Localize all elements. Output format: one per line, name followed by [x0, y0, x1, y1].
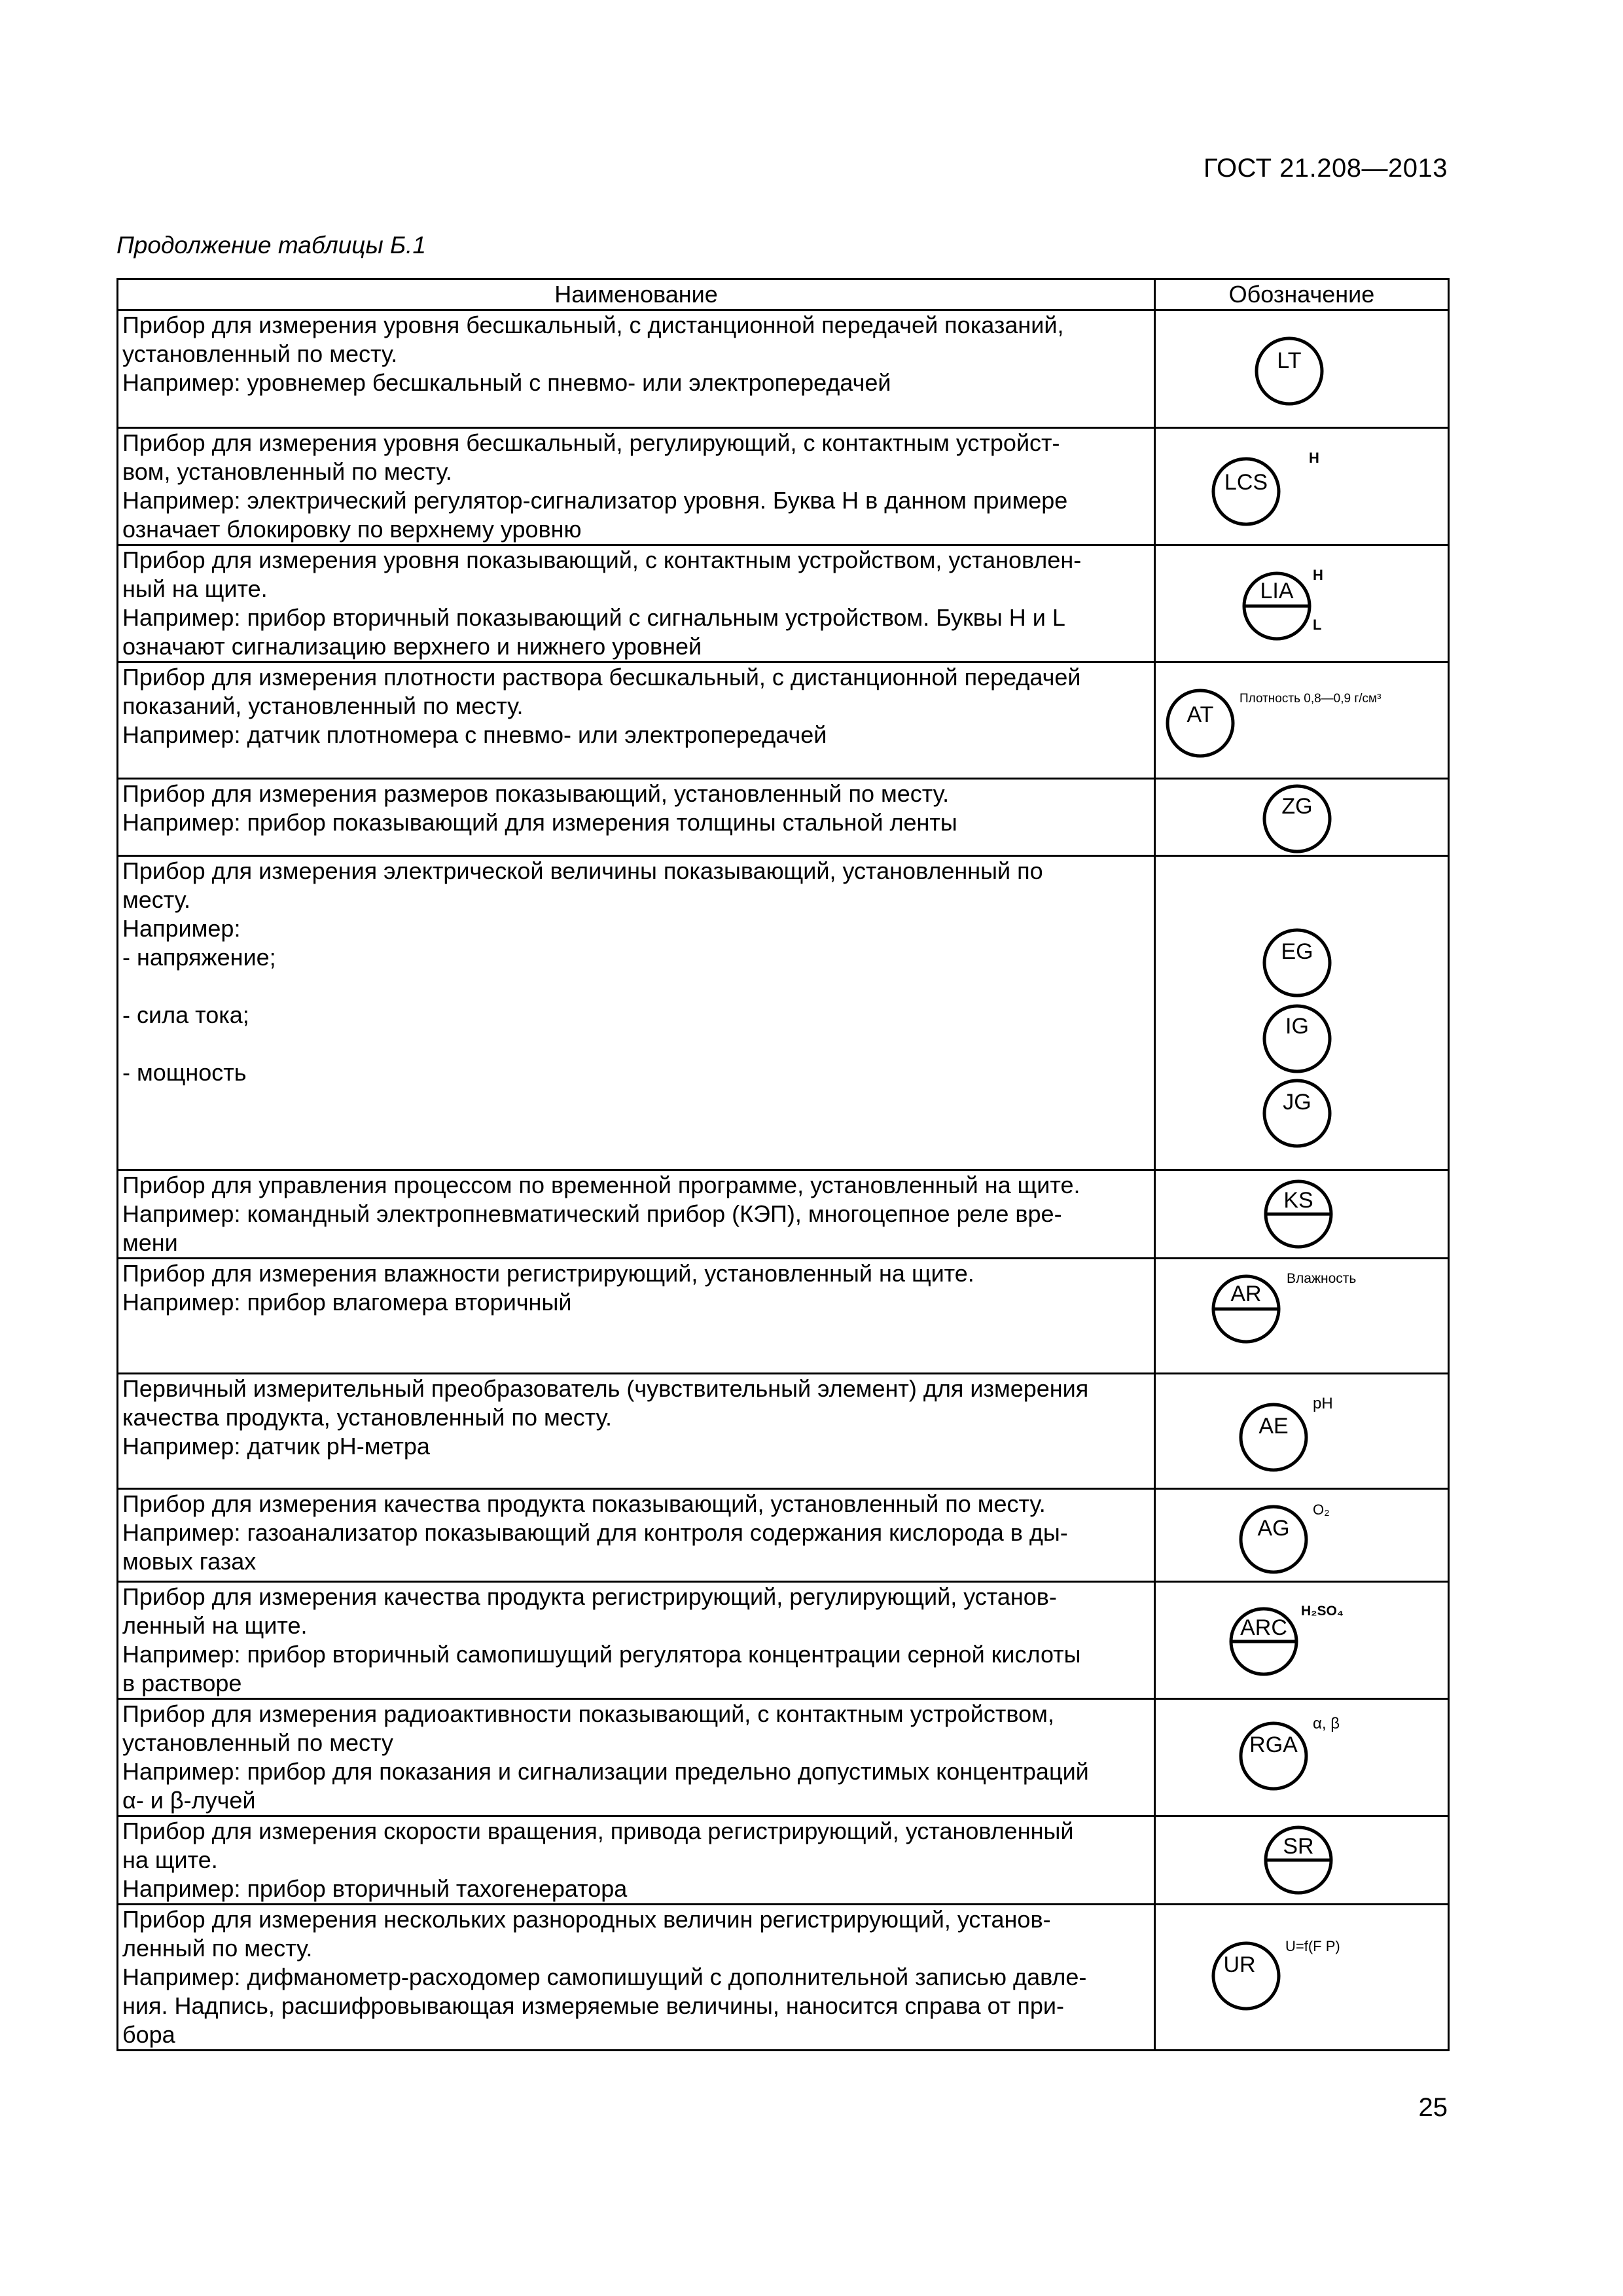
symbol-code: UR	[1223, 1952, 1256, 1977]
symbol-code: AG	[1257, 1516, 1290, 1541]
instrument-symbol-group	[1156, 857, 1450, 1171]
table-row	[118, 856, 1449, 1170]
text-line: месту.	[122, 886, 191, 913]
symbol-code: LCS	[1224, 470, 1268, 495]
symbol-superscript: O₂	[1313, 1501, 1330, 1518]
column-header-name: Наименование	[118, 279, 1155, 310]
text-line: мовых газах	[122, 1548, 257, 1575]
text-line: ленный на щите.	[122, 1612, 308, 1639]
table-row	[118, 1816, 1449, 1905]
symbol-cell	[1155, 1816, 1449, 1905]
symbol-superscript: pH	[1313, 1395, 1333, 1412]
instrument-symbol-lt	[1156, 311, 1450, 429]
instrument-symbol-ur	[1156, 1905, 1450, 2051]
text-line: Прибор для измерения скорости вращения, привода регистрирующий, установленный	[122, 1818, 1074, 1844]
name-cell	[118, 428, 1155, 545]
symbol-cell	[1155, 545, 1449, 662]
symbol-code-jg: JG	[1283, 1090, 1311, 1115]
table-row	[118, 1259, 1449, 1374]
symbol-superscript: H	[1309, 450, 1319, 466]
symbol-cell	[1155, 310, 1449, 428]
text-line: означает блокировку по верхнему уровню	[122, 516, 582, 543]
symbol-cell	[1155, 1699, 1449, 1816]
symbol-cell	[1155, 1170, 1449, 1259]
name-cell	[118, 310, 1155, 428]
text-line: Например: прибор вторичный тахогенератора	[122, 1875, 628, 1902]
name-cell	[118, 1170, 1155, 1259]
symbol-code: AE	[1258, 1414, 1289, 1439]
name-cell	[118, 1259, 1155, 1374]
table-caption: Продолжение таблицы Б.1	[116, 232, 426, 259]
text-line: - сила тока;	[122, 1001, 249, 1028]
text-line: Например:	[122, 915, 241, 942]
symbol-annotation: U=f(F P)	[1285, 1938, 1340, 1954]
text-line: Прибор для управления процессом по временной программе, установленный на щите.	[122, 1172, 1080, 1198]
name-cell	[118, 1905, 1155, 2051]
text-line: бора	[122, 2021, 175, 2048]
text-line: Прибор для измерения влажности регистрирующий, установленный на щите.	[122, 1260, 974, 1287]
symbol-code: ZG	[1281, 794, 1313, 819]
name-cell	[118, 1699, 1155, 1816]
table-row	[118, 428, 1449, 545]
symbol-code: KS	[1283, 1188, 1313, 1213]
instrument-symbol-lia	[1156, 546, 1450, 661]
table-row	[118, 1374, 1449, 1489]
text-line: Например: электрический регулятор-сигнализатор уровня. Буква H в данном примере	[122, 487, 1068, 514]
table-row	[118, 779, 1449, 856]
document-code: ГОСТ 21.208—2013	[1204, 154, 1448, 183]
instrument-symbol-ar	[1156, 1259, 1450, 1374]
symbol-code: ARC	[1240, 1615, 1287, 1640]
table-row	[118, 1489, 1449, 1582]
text-line: ный на щите.	[122, 575, 268, 602]
text-line: Прибор для измерения качества продукта регистрирующий, регулирующий, установ-	[122, 1583, 1057, 1610]
text-line: Например: газоанализатор показывающий для контроля содержания кислорода в ды-	[122, 1519, 1068, 1546]
symbol-cell	[1155, 1259, 1449, 1374]
text-line: α- и β-лучей	[122, 1787, 256, 1814]
name-cell	[118, 779, 1155, 856]
table-row	[118, 1905, 1449, 2051]
symbol-cell	[1155, 1582, 1449, 1699]
text-line: Прибор для измерения плотности раствора бесшкальный, с дистанционной передачей	[122, 664, 1081, 691]
symbol-superscript: H₂SO₄	[1301, 1604, 1344, 1619]
text-line: Например: уровнемер бесшкальный с пневмо- или электропередачей	[122, 369, 891, 396]
text-line: означают сигнализацию верхнего и нижнего уровней	[122, 633, 702, 660]
text-line: Например: датчик плотномера с пневмо- или электропередачей	[122, 721, 827, 748]
symbol-superscript: α, β	[1313, 1715, 1340, 1732]
text-line: Прибор для измерения уровня показывающий, с контактным устройством, установлен-	[122, 547, 1082, 573]
text-line: Прибор для измерения уровня бесшкальный, регулирующий, с контактным устройст-	[122, 429, 1060, 456]
page-number: 25	[1418, 2093, 1448, 2122]
symbol-code-ig: IG	[1285, 1014, 1309, 1039]
text-line: Например: прибор вторичный самопишущий регулятора концентрации серной кислоты	[122, 1641, 1081, 1668]
symbol-code: AT	[1186, 702, 1214, 727]
text-line: Например: датчик pH-метра	[122, 1433, 430, 1460]
instrument-symbol-sr	[1156, 1817, 1450, 1903]
text-line: ния. Надпись, расшифровывающая измеряемые величины, наносится справа от при-	[122, 1992, 1065, 2019]
symbol-cell	[1155, 779, 1449, 856]
text-line: мени	[122, 1229, 178, 1256]
text-line: Прибор для измерения радиоактивности показывающий, с контактным устройством,	[122, 1700, 1054, 1727]
text-line: Например: прибор влагомера вторичный	[122, 1289, 572, 1316]
text-line: качества продукта, установленный по месту.	[122, 1404, 613, 1431]
text-line: Первичный измерительный преобразователь (чувствительный элемент) для измерения	[122, 1375, 1089, 1402]
name-cell	[118, 545, 1155, 662]
text-line: Прибор для измерения размеров показывающий, установленный по месту.	[122, 780, 950, 807]
text-line: установленный по месту	[122, 1729, 393, 1756]
table-header-row	[118, 279, 1449, 310]
text-line: Прибор для измерения нескольких разнородных величин регистрирующий, установ-	[122, 1906, 1051, 1933]
instrument-symbol-at	[1156, 663, 1450, 780]
symbol-subscript: L	[1313, 617, 1322, 633]
text-line: установленный по месту.	[122, 340, 398, 367]
symbol-cell	[1155, 1905, 1449, 2051]
symbols-table	[116, 278, 1450, 2051]
name-cell	[118, 1582, 1155, 1699]
instrument-symbol-ks	[1156, 1171, 1450, 1257]
text-line: Например: командный электропневматический прибор (КЭП), многоцепное реле вре-	[122, 1200, 1062, 1227]
text-line: Например: прибор вторичный показывающий с сигнальным устройством. Буквы H и L	[122, 604, 1065, 631]
symbol-code: LIA	[1260, 579, 1294, 603]
text-line: Прибор для измерения электрической величины показывающий, установленный по	[122, 857, 1043, 884]
symbol-cell	[1155, 428, 1449, 545]
text-line: Например: дифманометр-расходомер самопишущий с дополнительной записью давле-	[122, 1964, 1087, 1990]
table-row	[118, 1699, 1449, 1816]
symbol-code: AR	[1230, 1282, 1262, 1306]
table-row	[118, 662, 1449, 779]
instrument-symbol-ag	[1156, 1490, 1450, 1583]
instrument-symbol-ae	[1156, 1374, 1450, 1490]
symbol-code: LT	[1277, 348, 1302, 373]
text-line: в растворе	[122, 1670, 242, 1696]
symbol-cell	[1155, 662, 1449, 779]
symbol-code-eg: EG	[1281, 939, 1313, 964]
text-line: - напряжение;	[122, 944, 276, 971]
text-line: ленный по месту.	[122, 1935, 313, 1962]
name-cell	[118, 1374, 1155, 1489]
instrument-symbol-arc	[1156, 1583, 1450, 1698]
table-row	[118, 1170, 1449, 1259]
text-line: Например: прибор показывающий для измерения толщины стальной ленты	[122, 809, 957, 836]
text-line: Прибор для измерения уровня бесшкальный, с дистанционной передачей показаний,	[122, 312, 1064, 338]
text-line	[122, 972, 1150, 1001]
text-line: вом, установленный по месту.	[122, 458, 452, 485]
table-row	[118, 1582, 1449, 1699]
symbol-superscript: H	[1313, 567, 1323, 583]
name-cell	[118, 662, 1155, 779]
symbol-code: RGA	[1249, 1732, 1298, 1757]
symbol-cell	[1155, 1374, 1449, 1489]
name-cell	[118, 856, 1155, 1170]
name-cell	[118, 1489, 1155, 1582]
text-line: Прибор для измерения качества продукта показывающий, установленный по месту.	[122, 1490, 1046, 1517]
symbol-annotation: Влажность	[1287, 1271, 1357, 1286]
text-line: на щите.	[122, 1846, 218, 1873]
symbol-cell	[1155, 1489, 1449, 1582]
symbol-cell	[1155, 856, 1449, 1170]
text-line: - мощность	[122, 1059, 247, 1086]
symbol-annotation: Плотность 0,8—0,9 г/см³	[1240, 692, 1382, 706]
instrument-symbol-zg	[1156, 780, 1450, 857]
name-cell	[118, 1816, 1155, 1905]
table-row	[118, 310, 1449, 428]
text-line: Например: прибор для показания и сигнализации предельно допустимых концентраций	[122, 1758, 1089, 1785]
symbol-code: SR	[1283, 1834, 1314, 1859]
column-header-symbol: Обозначение	[1155, 279, 1449, 310]
text-line: показаний, установленный по месту.	[122, 692, 524, 719]
instrument-symbol-rga	[1156, 1700, 1450, 1815]
instrument-symbol-lcs	[1156, 429, 1450, 544]
table-row	[118, 545, 1449, 662]
text-line	[122, 1030, 1150, 1058]
